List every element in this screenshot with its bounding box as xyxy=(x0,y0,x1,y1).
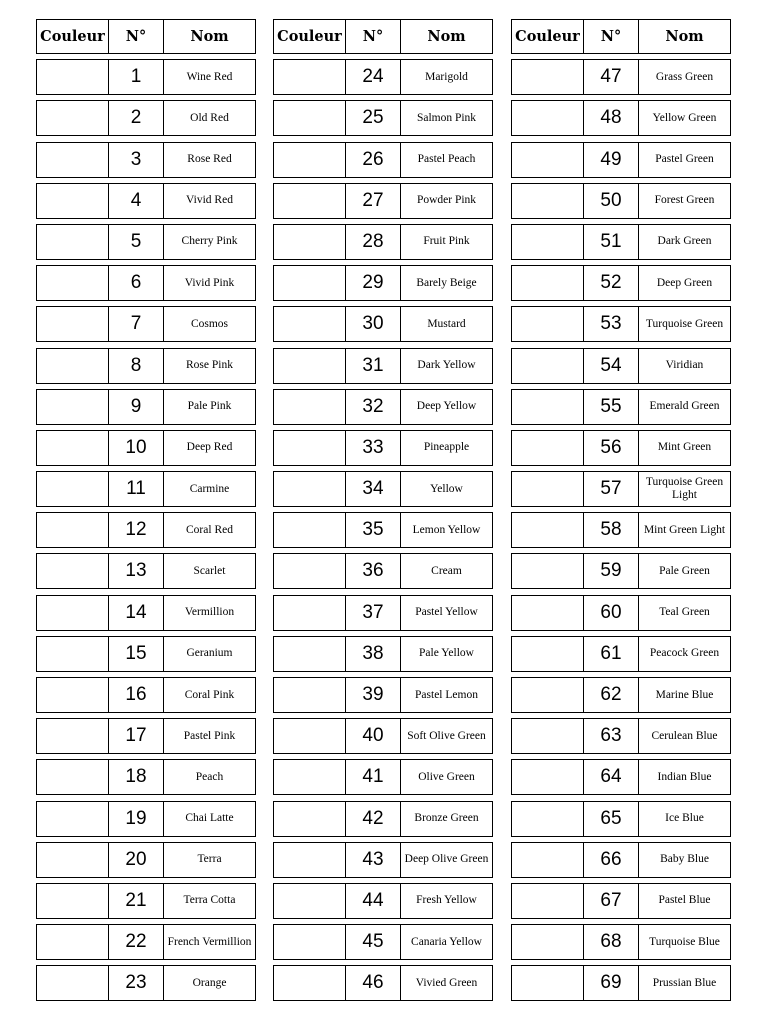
color-number: 9 xyxy=(108,389,164,425)
color-name: Vivied Green xyxy=(400,965,493,1001)
color-name: Scarlet xyxy=(163,553,256,589)
color-swatch-cell xyxy=(36,801,109,837)
color-number: 24 xyxy=(345,59,401,95)
color-swatch-cell xyxy=(273,59,346,95)
color-name: Mint Green Light xyxy=(638,512,731,548)
color-name: Vivid Red xyxy=(163,183,256,219)
table-row xyxy=(511,306,731,342)
color-name: Pale Pink xyxy=(163,389,256,425)
color-swatch-cell xyxy=(273,883,346,919)
color-number: 30 xyxy=(345,306,401,342)
table-header-row xyxy=(273,19,493,54)
color-swatch-cell xyxy=(511,842,584,878)
table-row xyxy=(511,595,731,631)
color-name: Peacock Green xyxy=(638,636,731,672)
color-name: Soft Olive Green xyxy=(400,718,493,754)
header-couleur: Couleur xyxy=(511,19,584,54)
color-number: 2 xyxy=(108,100,164,136)
color-name: Orange xyxy=(163,965,256,1001)
color-number: 10 xyxy=(108,430,164,466)
color-name: Bronze Green xyxy=(400,801,493,837)
table-row xyxy=(36,512,256,548)
color-name: Pastel Green xyxy=(638,142,731,178)
color-swatch-cell xyxy=(36,100,109,136)
table-row xyxy=(273,348,493,384)
color-name: Turquoise Green xyxy=(638,306,731,342)
color-name: Deep Red xyxy=(163,430,256,466)
color-swatch-cell xyxy=(511,883,584,919)
header-number: N° xyxy=(583,19,639,54)
color-number: 20 xyxy=(108,842,164,878)
table-row xyxy=(36,924,256,960)
color-name: Coral Red xyxy=(163,512,256,548)
table-row xyxy=(511,265,731,301)
color-number: 52 xyxy=(583,265,639,301)
table-row xyxy=(36,306,256,342)
color-swatch-cell xyxy=(511,471,584,507)
color-swatch-cell xyxy=(511,100,584,136)
table-row xyxy=(36,842,256,878)
table-row xyxy=(511,677,731,713)
table-row xyxy=(36,224,256,260)
color-name: Deep Olive Green xyxy=(400,842,493,878)
color-swatch-cell xyxy=(511,553,584,589)
table-row xyxy=(273,512,493,548)
color-number: 8 xyxy=(108,348,164,384)
color-swatch-cell xyxy=(36,965,109,1001)
color-name: Rose Pink xyxy=(163,348,256,384)
color-name: Teal Green xyxy=(638,595,731,631)
header-number: N° xyxy=(345,19,401,54)
table-row xyxy=(273,142,493,178)
table-row xyxy=(511,224,731,260)
table-row xyxy=(273,430,493,466)
color-swatch-cell xyxy=(273,389,346,425)
color-number: 57 xyxy=(583,471,639,507)
color-swatch-cell xyxy=(511,389,584,425)
table-row xyxy=(273,389,493,425)
color-number: 39 xyxy=(345,677,401,713)
table-row xyxy=(511,924,731,960)
color-number: 33 xyxy=(345,430,401,466)
table-row xyxy=(36,389,256,425)
color-swatch-cell xyxy=(511,924,584,960)
color-name: Peach xyxy=(163,759,256,795)
color-name: Forest Green xyxy=(638,183,731,219)
color-number: 64 xyxy=(583,759,639,795)
color-swatch-cell xyxy=(511,142,584,178)
color-name: Pastel Pink xyxy=(163,718,256,754)
color-number: 7 xyxy=(108,306,164,342)
header-nom: Nom xyxy=(638,19,731,54)
color-name: Pale Yellow xyxy=(400,636,493,672)
table-row xyxy=(511,100,731,136)
color-number: 51 xyxy=(583,224,639,260)
color-name: Pale Green xyxy=(638,553,731,589)
color-name: Pastel Lemon xyxy=(400,677,493,713)
table-row xyxy=(511,512,731,548)
table-row xyxy=(273,759,493,795)
color-swatch-cell xyxy=(273,595,346,631)
color-name: Cherry Pink xyxy=(163,224,256,260)
color-name: Fresh Yellow xyxy=(400,883,493,919)
color-swatch-cell xyxy=(36,471,109,507)
color-number: 48 xyxy=(583,100,639,136)
color-number: 26 xyxy=(345,142,401,178)
color-number: 67 xyxy=(583,883,639,919)
color-number: 4 xyxy=(108,183,164,219)
color-swatch-cell xyxy=(511,306,584,342)
color-name: Old Red xyxy=(163,100,256,136)
color-number: 17 xyxy=(108,718,164,754)
color-swatch-cell xyxy=(273,142,346,178)
table-row xyxy=(511,801,731,837)
table-row xyxy=(511,430,731,466)
color-number: 29 xyxy=(345,265,401,301)
table-row xyxy=(36,183,256,219)
color-number: 41 xyxy=(345,759,401,795)
color-number: 46 xyxy=(345,965,401,1001)
color-name: Viridian xyxy=(638,348,731,384)
color-number: 62 xyxy=(583,677,639,713)
color-swatch-cell xyxy=(273,677,346,713)
color-swatch-cell xyxy=(273,801,346,837)
color-swatch-cell xyxy=(36,183,109,219)
color-name: Yellow Green xyxy=(638,100,731,136)
header-nom: Nom xyxy=(163,19,256,54)
color-number: 19 xyxy=(108,801,164,837)
color-swatch-cell xyxy=(273,224,346,260)
color-number: 53 xyxy=(583,306,639,342)
color-name: Pineapple xyxy=(400,430,493,466)
table-row xyxy=(511,883,731,919)
color-number: 49 xyxy=(583,142,639,178)
color-name: Turquoise Green Light xyxy=(638,471,731,507)
table-row xyxy=(273,965,493,1001)
color-swatch-cell xyxy=(36,924,109,960)
color-number: 37 xyxy=(345,595,401,631)
color-name: Vivid Pink xyxy=(163,265,256,301)
color-swatch-cell xyxy=(36,512,109,548)
color-swatch-cell xyxy=(511,801,584,837)
color-name: Salmon Pink xyxy=(400,100,493,136)
color-swatch-cell xyxy=(36,265,109,301)
color-name: Pastel Yellow xyxy=(400,595,493,631)
color-number: 28 xyxy=(345,224,401,260)
color-swatch-cell xyxy=(36,224,109,260)
color-swatch-cell xyxy=(36,677,109,713)
color-number: 40 xyxy=(345,718,401,754)
table-header-row xyxy=(511,19,731,54)
color-number: 36 xyxy=(345,553,401,589)
table-row xyxy=(511,142,731,178)
table-row xyxy=(36,100,256,136)
color-name: Cream xyxy=(400,553,493,589)
table-row xyxy=(273,801,493,837)
color-swatch-cell xyxy=(36,389,109,425)
color-name: Pastel Peach xyxy=(400,142,493,178)
color-swatch-cell xyxy=(511,759,584,795)
color-name: Deep Yellow xyxy=(400,389,493,425)
color-number: 63 xyxy=(583,718,639,754)
color-number: 66 xyxy=(583,842,639,878)
color-name: Dark Yellow xyxy=(400,348,493,384)
color-number: 31 xyxy=(345,348,401,384)
table-row xyxy=(36,883,256,919)
table-row xyxy=(511,348,731,384)
color-number: 69 xyxy=(583,965,639,1001)
color-number: 68 xyxy=(583,924,639,960)
color-name: Lemon Yellow xyxy=(400,512,493,548)
color-swatch-cell xyxy=(273,265,346,301)
color-number: 16 xyxy=(108,677,164,713)
color-swatch-cell xyxy=(36,842,109,878)
color-swatch-cell xyxy=(273,842,346,878)
table-row xyxy=(36,595,256,631)
color-name: Turquoise Blue xyxy=(638,924,731,960)
color-swatch-cell xyxy=(273,100,346,136)
table-row xyxy=(511,59,731,95)
color-name: Indian Blue xyxy=(638,759,731,795)
table-row xyxy=(273,265,493,301)
color-number: 60 xyxy=(583,595,639,631)
color-number: 35 xyxy=(345,512,401,548)
color-number: 54 xyxy=(583,348,639,384)
color-swatch-cell xyxy=(273,965,346,1001)
table-row xyxy=(273,842,493,878)
color-number: 11 xyxy=(108,471,164,507)
table-row xyxy=(36,718,256,754)
table-row xyxy=(273,471,493,507)
color-number: 21 xyxy=(108,883,164,919)
color-number: 38 xyxy=(345,636,401,672)
table-row xyxy=(273,883,493,919)
color-swatch-cell xyxy=(273,759,346,795)
table-row xyxy=(273,59,493,95)
color-name: Prussian Blue xyxy=(638,965,731,1001)
color-name: Fruit Pink xyxy=(400,224,493,260)
table-row xyxy=(511,842,731,878)
table-row xyxy=(273,306,493,342)
header-couleur: Couleur xyxy=(273,19,346,54)
color-name: Terra Cotta xyxy=(163,883,256,919)
color-name: Deep Green xyxy=(638,265,731,301)
color-swatch-cell xyxy=(273,306,346,342)
color-name: Olive Green xyxy=(400,759,493,795)
table-row xyxy=(36,553,256,589)
color-swatch-cell xyxy=(511,718,584,754)
color-swatch-cell xyxy=(36,430,109,466)
color-number: 50 xyxy=(583,183,639,219)
table-row xyxy=(511,965,731,1001)
table-row xyxy=(36,59,256,95)
color-number: 55 xyxy=(583,389,639,425)
color-name: Marigold xyxy=(400,59,493,95)
color-name: Terra xyxy=(163,842,256,878)
color-name: Barely Beige xyxy=(400,265,493,301)
color-name: French Vermillion xyxy=(163,924,256,960)
color-number: 5 xyxy=(108,224,164,260)
color-name: Carmine xyxy=(163,471,256,507)
color-name: Geranium xyxy=(163,636,256,672)
color-swatch-cell xyxy=(36,595,109,631)
color-name: Ice Blue xyxy=(638,801,731,837)
table-row xyxy=(36,265,256,301)
color-name: Powder Pink xyxy=(400,183,493,219)
table-column-3 xyxy=(511,19,731,1007)
color-swatch-cell xyxy=(36,306,109,342)
header-nom: Nom xyxy=(400,19,493,54)
color-swatch-cell xyxy=(36,59,109,95)
color-number: 12 xyxy=(108,512,164,548)
color-number: 22 xyxy=(108,924,164,960)
color-swatch-cell xyxy=(36,636,109,672)
color-swatch-cell xyxy=(511,183,584,219)
table-row xyxy=(273,924,493,960)
color-swatch-cell xyxy=(511,430,584,466)
color-swatch-cell xyxy=(273,348,346,384)
table-header-row xyxy=(36,19,256,54)
color-swatch-cell xyxy=(36,883,109,919)
color-name: Vermillion xyxy=(163,595,256,631)
color-number: 47 xyxy=(583,59,639,95)
color-name: Wine Red xyxy=(163,59,256,95)
color-number: 3 xyxy=(108,142,164,178)
table-column-2 xyxy=(273,19,493,1007)
color-number: 56 xyxy=(583,430,639,466)
table-row xyxy=(511,553,731,589)
color-name: Cosmos xyxy=(163,306,256,342)
color-swatch-cell xyxy=(273,512,346,548)
table-row xyxy=(273,183,493,219)
table-row xyxy=(36,636,256,672)
color-name: Coral Pink xyxy=(163,677,256,713)
color-name: Baby Blue xyxy=(638,842,731,878)
color-name: Mustard xyxy=(400,306,493,342)
color-swatch-cell xyxy=(273,471,346,507)
color-number: 23 xyxy=(108,965,164,1001)
table-row xyxy=(273,677,493,713)
color-number: 65 xyxy=(583,801,639,837)
color-swatch-cell xyxy=(273,430,346,466)
table-row xyxy=(511,471,731,507)
color-number: 18 xyxy=(108,759,164,795)
color-swatch-cell xyxy=(36,718,109,754)
color-number: 25 xyxy=(345,100,401,136)
color-number: 61 xyxy=(583,636,639,672)
color-swatch-cell xyxy=(36,142,109,178)
table-column-1 xyxy=(36,19,256,1007)
table-row xyxy=(511,183,731,219)
table-row xyxy=(36,801,256,837)
table-row xyxy=(273,100,493,136)
color-number: 13 xyxy=(108,553,164,589)
table-row xyxy=(36,142,256,178)
color-swatch-cell xyxy=(273,183,346,219)
color-name: Marine Blue xyxy=(638,677,731,713)
table-row xyxy=(511,718,731,754)
table-row xyxy=(36,471,256,507)
color-swatch-cell xyxy=(511,348,584,384)
color-name: Dark Green xyxy=(638,224,731,260)
color-name: Mint Green xyxy=(638,430,731,466)
color-number: 34 xyxy=(345,471,401,507)
color-number: 32 xyxy=(345,389,401,425)
table-row xyxy=(273,636,493,672)
color-swatch-cell xyxy=(273,718,346,754)
color-number: 43 xyxy=(345,842,401,878)
table-row xyxy=(36,430,256,466)
color-number: 14 xyxy=(108,595,164,631)
header-couleur: Couleur xyxy=(36,19,109,54)
color-name: Emerald Green xyxy=(638,389,731,425)
color-name: Rose Red xyxy=(163,142,256,178)
table-row xyxy=(273,595,493,631)
table-row xyxy=(511,389,731,425)
color-name: Chai Latte xyxy=(163,801,256,837)
table-row xyxy=(36,677,256,713)
table-row xyxy=(36,965,256,1001)
color-swatch-cell xyxy=(511,965,584,1001)
table-row xyxy=(273,224,493,260)
table-row xyxy=(273,718,493,754)
color-name: Cerulean Blue xyxy=(638,718,731,754)
color-number: 42 xyxy=(345,801,401,837)
color-swatch-cell xyxy=(511,636,584,672)
color-number: 15 xyxy=(108,636,164,672)
table-row xyxy=(273,553,493,589)
color-swatch-cell xyxy=(511,512,584,548)
header-number: N° xyxy=(108,19,164,54)
color-swatch-cell xyxy=(36,348,109,384)
color-swatch-cell xyxy=(511,59,584,95)
color-number: 45 xyxy=(345,924,401,960)
table-row xyxy=(36,759,256,795)
color-swatch-cell xyxy=(273,924,346,960)
color-swatch-cell xyxy=(511,224,584,260)
color-swatch-cell xyxy=(511,265,584,301)
table-row xyxy=(511,759,731,795)
color-name: Canaria Yellow xyxy=(400,924,493,960)
color-swatch-cell xyxy=(511,677,584,713)
color-swatch-cell xyxy=(511,595,584,631)
color-name: Yellow xyxy=(400,471,493,507)
color-swatch-cell xyxy=(36,759,109,795)
color-number: 44 xyxy=(345,883,401,919)
color-number: 27 xyxy=(345,183,401,219)
table-row xyxy=(36,348,256,384)
table-row xyxy=(511,636,731,672)
color-swatch-cell xyxy=(273,553,346,589)
color-number: 59 xyxy=(583,553,639,589)
color-swatch-cell xyxy=(36,553,109,589)
color-number: 58 xyxy=(583,512,639,548)
color-number: 6 xyxy=(108,265,164,301)
color-name: Pastel Blue xyxy=(638,883,731,919)
color-name: Grass Green xyxy=(638,59,731,95)
color-number: 1 xyxy=(108,59,164,95)
color-swatch-cell xyxy=(273,636,346,672)
